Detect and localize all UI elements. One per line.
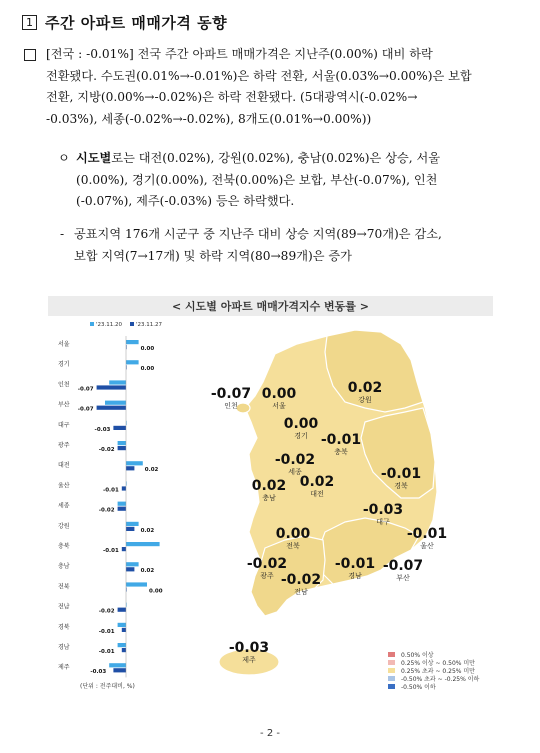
bar-prev-week	[118, 502, 126, 506]
legend-label: 0.25% 이상 ~ 0.50% 미만	[401, 659, 475, 667]
category-label: 인천	[58, 381, 70, 389]
data-label: 0.02	[140, 527, 155, 534]
dash-bullet: -	[60, 227, 65, 241]
data-label: -0.03	[94, 426, 111, 433]
map-region-name: 전북	[286, 542, 300, 550]
bar-current-week	[113, 668, 126, 672]
map-region-name: 강원	[358, 396, 372, 404]
legend-swatch	[130, 322, 134, 326]
bar-current-week	[126, 527, 134, 531]
chart-unit-note: (단위 : 전주대비, %)	[80, 683, 135, 690]
category-label: 강원	[58, 522, 70, 530]
regional-line-1	[76, 148, 506, 170]
legend-swatch	[388, 668, 395, 673]
category-label: 충남	[58, 563, 70, 571]
legend-swatch	[90, 322, 94, 326]
map-region-name: 충남	[262, 494, 276, 502]
legend-swatch	[388, 652, 395, 657]
category-label: 부산	[58, 401, 70, 409]
map-region-name: 광주	[260, 572, 274, 580]
bar-current-week	[122, 547, 126, 551]
regional-bar-chart	[54, 318, 184, 696]
summary-line-3: 전환, 지방(0.00%→-0.02%)은 하락 전환됐다. (5대광역시(-0.02%→	[46, 90, 418, 104]
bar-prev-week	[118, 643, 126, 647]
map-region-value: 0.00	[261, 386, 297, 402]
bar-prev-week	[109, 380, 126, 384]
category-label: 전남	[58, 603, 70, 611]
chart-row	[58, 380, 126, 392]
bar-prev-week	[126, 522, 139, 526]
map-region-name: 세종	[288, 468, 302, 476]
bar-prev-week	[126, 582, 147, 586]
legend-swatch	[388, 676, 395, 681]
legend-row	[388, 682, 479, 690]
bar-prev-week	[118, 623, 126, 627]
bar-prev-week	[105, 401, 126, 405]
data-label: 0.00	[140, 366, 155, 373]
chart-row	[58, 522, 154, 534]
category-label: 세종	[58, 502, 70, 510]
chart-row	[58, 401, 126, 413]
summary-paragraph	[46, 44, 506, 130]
map-region-value: 0.02	[251, 478, 287, 494]
chart-row	[58, 421, 127, 433]
legend-swatch	[388, 660, 395, 665]
bar-current-week	[122, 648, 126, 652]
map-region-name: 인천	[224, 402, 238, 410]
bar-current-week	[122, 628, 126, 632]
data-label: -0.01	[102, 487, 119, 494]
category-label: 경남	[58, 644, 70, 651]
bar-current-week	[118, 608, 126, 612]
bar-current-week	[118, 507, 126, 511]
map-region-value: -0.02	[246, 556, 288, 572]
bar-current-week	[97, 406, 126, 410]
section-heading	[22, 12, 227, 33]
legend-label: 0.25% 초과 ~ 0.25% 미만	[401, 667, 475, 675]
category-label: 울산	[58, 482, 70, 490]
page-number: - 2 -	[260, 728, 280, 739]
chart-legend	[90, 322, 163, 328]
category-label: 경북	[58, 623, 70, 631]
category-label: 충북	[58, 543, 70, 550]
regional-line-1-rest: 로는 대전(0.02%), 강원(0.02%), 충남(0.02%)은 상승, 서울	[111, 151, 441, 165]
data-label: 0.00	[149, 588, 163, 595]
korea-region-map	[205, 322, 495, 692]
section-number: 1	[22, 15, 37, 30]
map-region-name: 대구	[376, 518, 390, 526]
regional-line-2: (0.00%), 경기(0.00%), 전북(0.00%)은 보합, 부산(-0.07%), 인천	[76, 172, 438, 187]
bar-current-week	[126, 567, 134, 571]
bar-current-week	[126, 466, 134, 470]
checkbox-square-icon	[24, 49, 36, 61]
data-label: 0.02	[140, 568, 155, 575]
bar-prev-week	[126, 360, 139, 364]
data-label: 0.02	[144, 467, 159, 474]
map-region-name: 서울	[272, 402, 286, 410]
map-region-name: 충북	[334, 448, 348, 456]
chart-row	[58, 441, 126, 453]
map-region-value: -0.01	[406, 526, 448, 542]
data-label: -0.01	[98, 649, 115, 655]
map-region-value: -0.01	[320, 432, 362, 448]
category-label: 서울	[58, 341, 70, 348]
legend-label: 0.50% 이상	[401, 651, 434, 659]
map-region-value: -0.02	[274, 452, 316, 468]
map-region-name: 경기	[294, 432, 308, 440]
map-region-value: -0.02	[280, 572, 322, 588]
data-label: -0.01	[102, 548, 119, 554]
bar-current-week	[113, 426, 126, 430]
category-label: 대구	[58, 421, 70, 429]
bar-current-week	[122, 486, 126, 490]
map-region-value: -0.03	[228, 640, 270, 656]
map-region-name: 부산	[396, 574, 410, 582]
district-line-1: 공표지역 176개 시군구 중 지난주 대비 상승 지역(89→70개)은 감소,	[74, 227, 442, 241]
bar-current-week	[97, 385, 126, 389]
chart-row	[58, 643, 126, 655]
bar-prev-week	[126, 542, 160, 546]
bar-prev-week	[126, 461, 143, 465]
legend-label: -0.50% 초과 ~ -0.25% 이하	[401, 675, 480, 683]
category-label: 광주	[58, 442, 70, 449]
bar-prev-week	[109, 663, 126, 667]
district-line-2: 보합 지역(7→17개) 및 하락 지역(80→89개)은 증가	[74, 248, 352, 263]
map-region-name: 경북	[394, 482, 408, 490]
map-legend	[388, 650, 479, 690]
map-region-value: 0.02	[347, 380, 383, 396]
chart-row	[58, 461, 159, 473]
regional-bold-label: 시도별	[76, 151, 112, 165]
regional-paragraph	[58, 148, 506, 213]
legend-label: -0.50% 이하	[401, 683, 436, 691]
map-shapes	[219, 330, 437, 675]
category-label: 경기	[58, 361, 70, 369]
chart-row	[58, 502, 126, 514]
summary-line-4: -0.03%), 세종(-0.02%→-0.02%), 8개도(0.01%→0.00%))	[46, 111, 372, 126]
map-region-value: -0.01	[380, 466, 422, 482]
map-region-name: 제주	[242, 656, 256, 664]
data-label: -0.02	[98, 507, 115, 514]
legend-series-label: '23.11.20	[96, 322, 123, 328]
map-region-value: -0.01	[334, 556, 376, 572]
data-label: -0.03	[90, 669, 107, 676]
category-label: 대전	[58, 462, 70, 470]
data-label: 0.00	[140, 346, 155, 352]
legend-series-label: '23.11.27	[136, 322, 163, 328]
chart-rows	[58, 340, 163, 675]
map-region-value: -0.07	[382, 558, 424, 574]
chart-row	[58, 663, 126, 675]
map-region-name: 전남	[294, 588, 308, 596]
data-label: -0.02	[98, 447, 115, 453]
map-region-name: 울산	[420, 542, 434, 550]
data-label: -0.07	[77, 386, 94, 393]
chart-row	[58, 481, 127, 493]
chart-row	[58, 562, 154, 574]
section-title: 주간 아파트 매매가격 동향	[45, 14, 228, 32]
chart-row	[58, 603, 127, 615]
chart-row	[58, 542, 160, 554]
map-island-incheon	[236, 403, 250, 413]
summary-line-2: 전환됐다. 수도권(0.01%→-0.01%)은 하락 전환, 서울(0.03%→0.00%)은 보합	[46, 68, 472, 83]
bar-prev-week	[126, 340, 139, 344]
map-region-value: -0.03	[362, 502, 404, 518]
map-region-name: 대전	[310, 490, 324, 498]
map-region-value: 0.00	[283, 416, 319, 432]
data-label: -0.02	[98, 608, 115, 615]
legend-swatch	[388, 684, 395, 689]
district-paragraph	[60, 224, 506, 267]
map-region-value: 0.00	[275, 526, 311, 542]
data-label: -0.07	[77, 406, 94, 413]
summary-line-1: [전국 : -0.01%] 전국 주간 아파트 매매가격은 지난주(0.00%) 대비 하락	[46, 47, 433, 61]
bar-prev-week	[118, 441, 126, 445]
chart-row	[58, 340, 154, 352]
chart-row	[58, 623, 126, 635]
category-label: 전북	[58, 583, 70, 591]
bar-prev-week	[126, 562, 139, 566]
chart-row	[58, 582, 163, 594]
map-region-name: 경남	[348, 572, 362, 580]
bar-current-week	[118, 446, 126, 450]
regional-line-3: (-0.07%), 제주(-0.03%) 등은 하락했다.	[76, 194, 295, 208]
map-region-value: -0.07	[210, 386, 252, 402]
map-region-value: 0.02	[299, 474, 335, 490]
circle-bullet: ㅇ	[58, 151, 70, 165]
chart-row	[58, 360, 154, 372]
figure-title: < 시도별 아파트 매매가격지수 변동률 >	[48, 296, 493, 316]
data-label: -0.01	[98, 628, 115, 635]
category-label: 제주	[58, 664, 70, 672]
